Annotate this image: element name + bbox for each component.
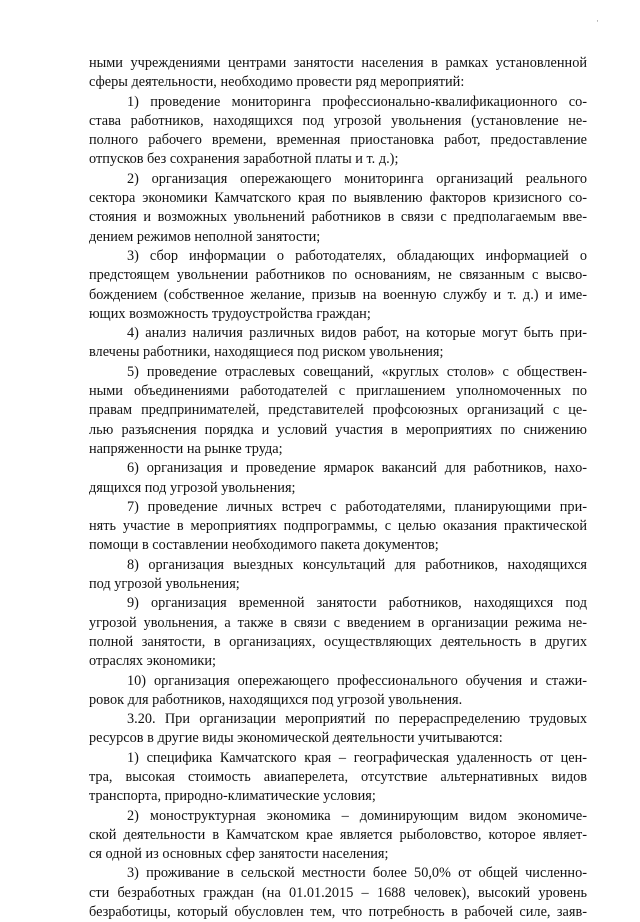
text-line: 3.20. При организации мероприятий по перераспределению трудовых (127, 711, 587, 728)
text-line: напряженности на рынке труда; (89, 440, 283, 457)
text-line: угрозой увольнения, а также в связи с введением в организации режима не- (89, 614, 587, 631)
text-line: сектора экономики Камчатского края по выявлению факторов кризисного со- (89, 190, 587, 207)
text-line: 10) организация опережающего профессионального обучения и стажи- (127, 672, 587, 689)
text-line: отраслях экономики; (89, 653, 216, 670)
text-line: ными учреждениями центрами занятости населения в рамках установленной (89, 55, 587, 71)
text-line: влечены работники, находящиеся под риском увольнения; (89, 344, 444, 361)
text-line: сти безработных граждан (на 01.01.2015 – 1688 человек), высокий уровень (89, 884, 587, 901)
text-line: под угрозой увольнения; (89, 576, 240, 593)
text-line: правам предпринимателей, представителей профсоюзных организаций с це- (89, 402, 587, 419)
text-line: 1) специфика Камчатского края – географическая удаленность от цен- (127, 749, 587, 766)
text-line: 6) организация и проведение ярмарок вакансий для работников, нахо- (127, 460, 587, 477)
text-line: лью разъяснения порядка и условий участия в мероприятиях по снижению (89, 421, 587, 438)
corner-mark: · (596, 16, 599, 26)
text-line: помощи в составлении необходимого пакета документов; (89, 537, 439, 554)
text-line: ными объединениями работодателей с приглашением уполномоченных по (89, 383, 587, 400)
text-line: безработицы, который обусловлен тем, что потребность в рабочей силе, заяв- (89, 904, 587, 921)
text-line: сферы деятельности, необходимо провести ряд мероприятий: (89, 74, 465, 91)
text-line: бождением (собственное желание, призыв на военную службу и т. д.) и име- (89, 286, 587, 303)
text-line: ющих возможность трудоустройства граждан; (89, 305, 371, 322)
text-line: ровок для работников, находящихся под угрозой увольнения. (89, 691, 463, 708)
text-line: става работников, находящихся под угрозой увольнения (установление не- (89, 112, 587, 129)
text-line: 3) сбор информации о работодателях, обладающих информацией о (127, 247, 587, 264)
text-line: 9) организация временной занятости работников, находящихся под (127, 595, 587, 612)
text-line: полной занятости, в организациях, осуществляющих деятельность в других (89, 633, 587, 650)
text-line: ской деятельности в Камчатском крае является рыболовство, которое являет- (89, 826, 587, 843)
text-line: 2) организация опережающего мониторинга организаций реального (127, 170, 587, 187)
text-line: дящихся под угрозой увольнения; (89, 479, 296, 496)
text-line: предстоящем увольнении работников по основаниям, не связанным с высво- (89, 267, 587, 284)
text-line: полного рабочего времени, временная приостановка работ, предоставление (89, 132, 587, 149)
text-line: 2) моноструктурная экономика – доминирующим видом экономиче- (127, 807, 587, 824)
text-line: ся одной из основных сфер занятости населения; (89, 846, 389, 863)
text-line: транспорта, природно-климатические условия; (89, 788, 376, 805)
text-line: отпусков без сохранения заработной платы и т. д.); (89, 151, 399, 168)
text-line: 3) проживание в сельской местности более 50,0% от общей численно- (127, 865, 587, 882)
document-body (89, 54, 587, 922)
text-line: ресурсов в другие виды экономической деятельности учитываются: (89, 730, 503, 747)
text-line: нять участие в мероприятиях подпрограммы, с целью оказания практической (89, 518, 587, 535)
text-line: 5) проведение отраслевых совещаний, «круглых столов» с обществен- (127, 363, 587, 380)
text-line: 1) проведение мониторинга профессионально-квалификационного со- (127, 93, 587, 110)
text-line: 8) организация выездных консультаций для работников, находящихся (127, 556, 587, 573)
text-line: 4) анализ наличия различных видов работ, на которые могут быть при- (127, 325, 587, 342)
text-line: стояния и возможных увольнений работников в связи с предполагаемым вве- (89, 209, 587, 226)
text-line: 7) проведение личных встреч с работодателями, планирующими при- (127, 498, 587, 515)
text-line: тра, высокая стоимость авиаперелета, отсутствие альтернативных видов (89, 768, 587, 785)
text-line: дением режимов неполной занятости; (89, 228, 321, 245)
